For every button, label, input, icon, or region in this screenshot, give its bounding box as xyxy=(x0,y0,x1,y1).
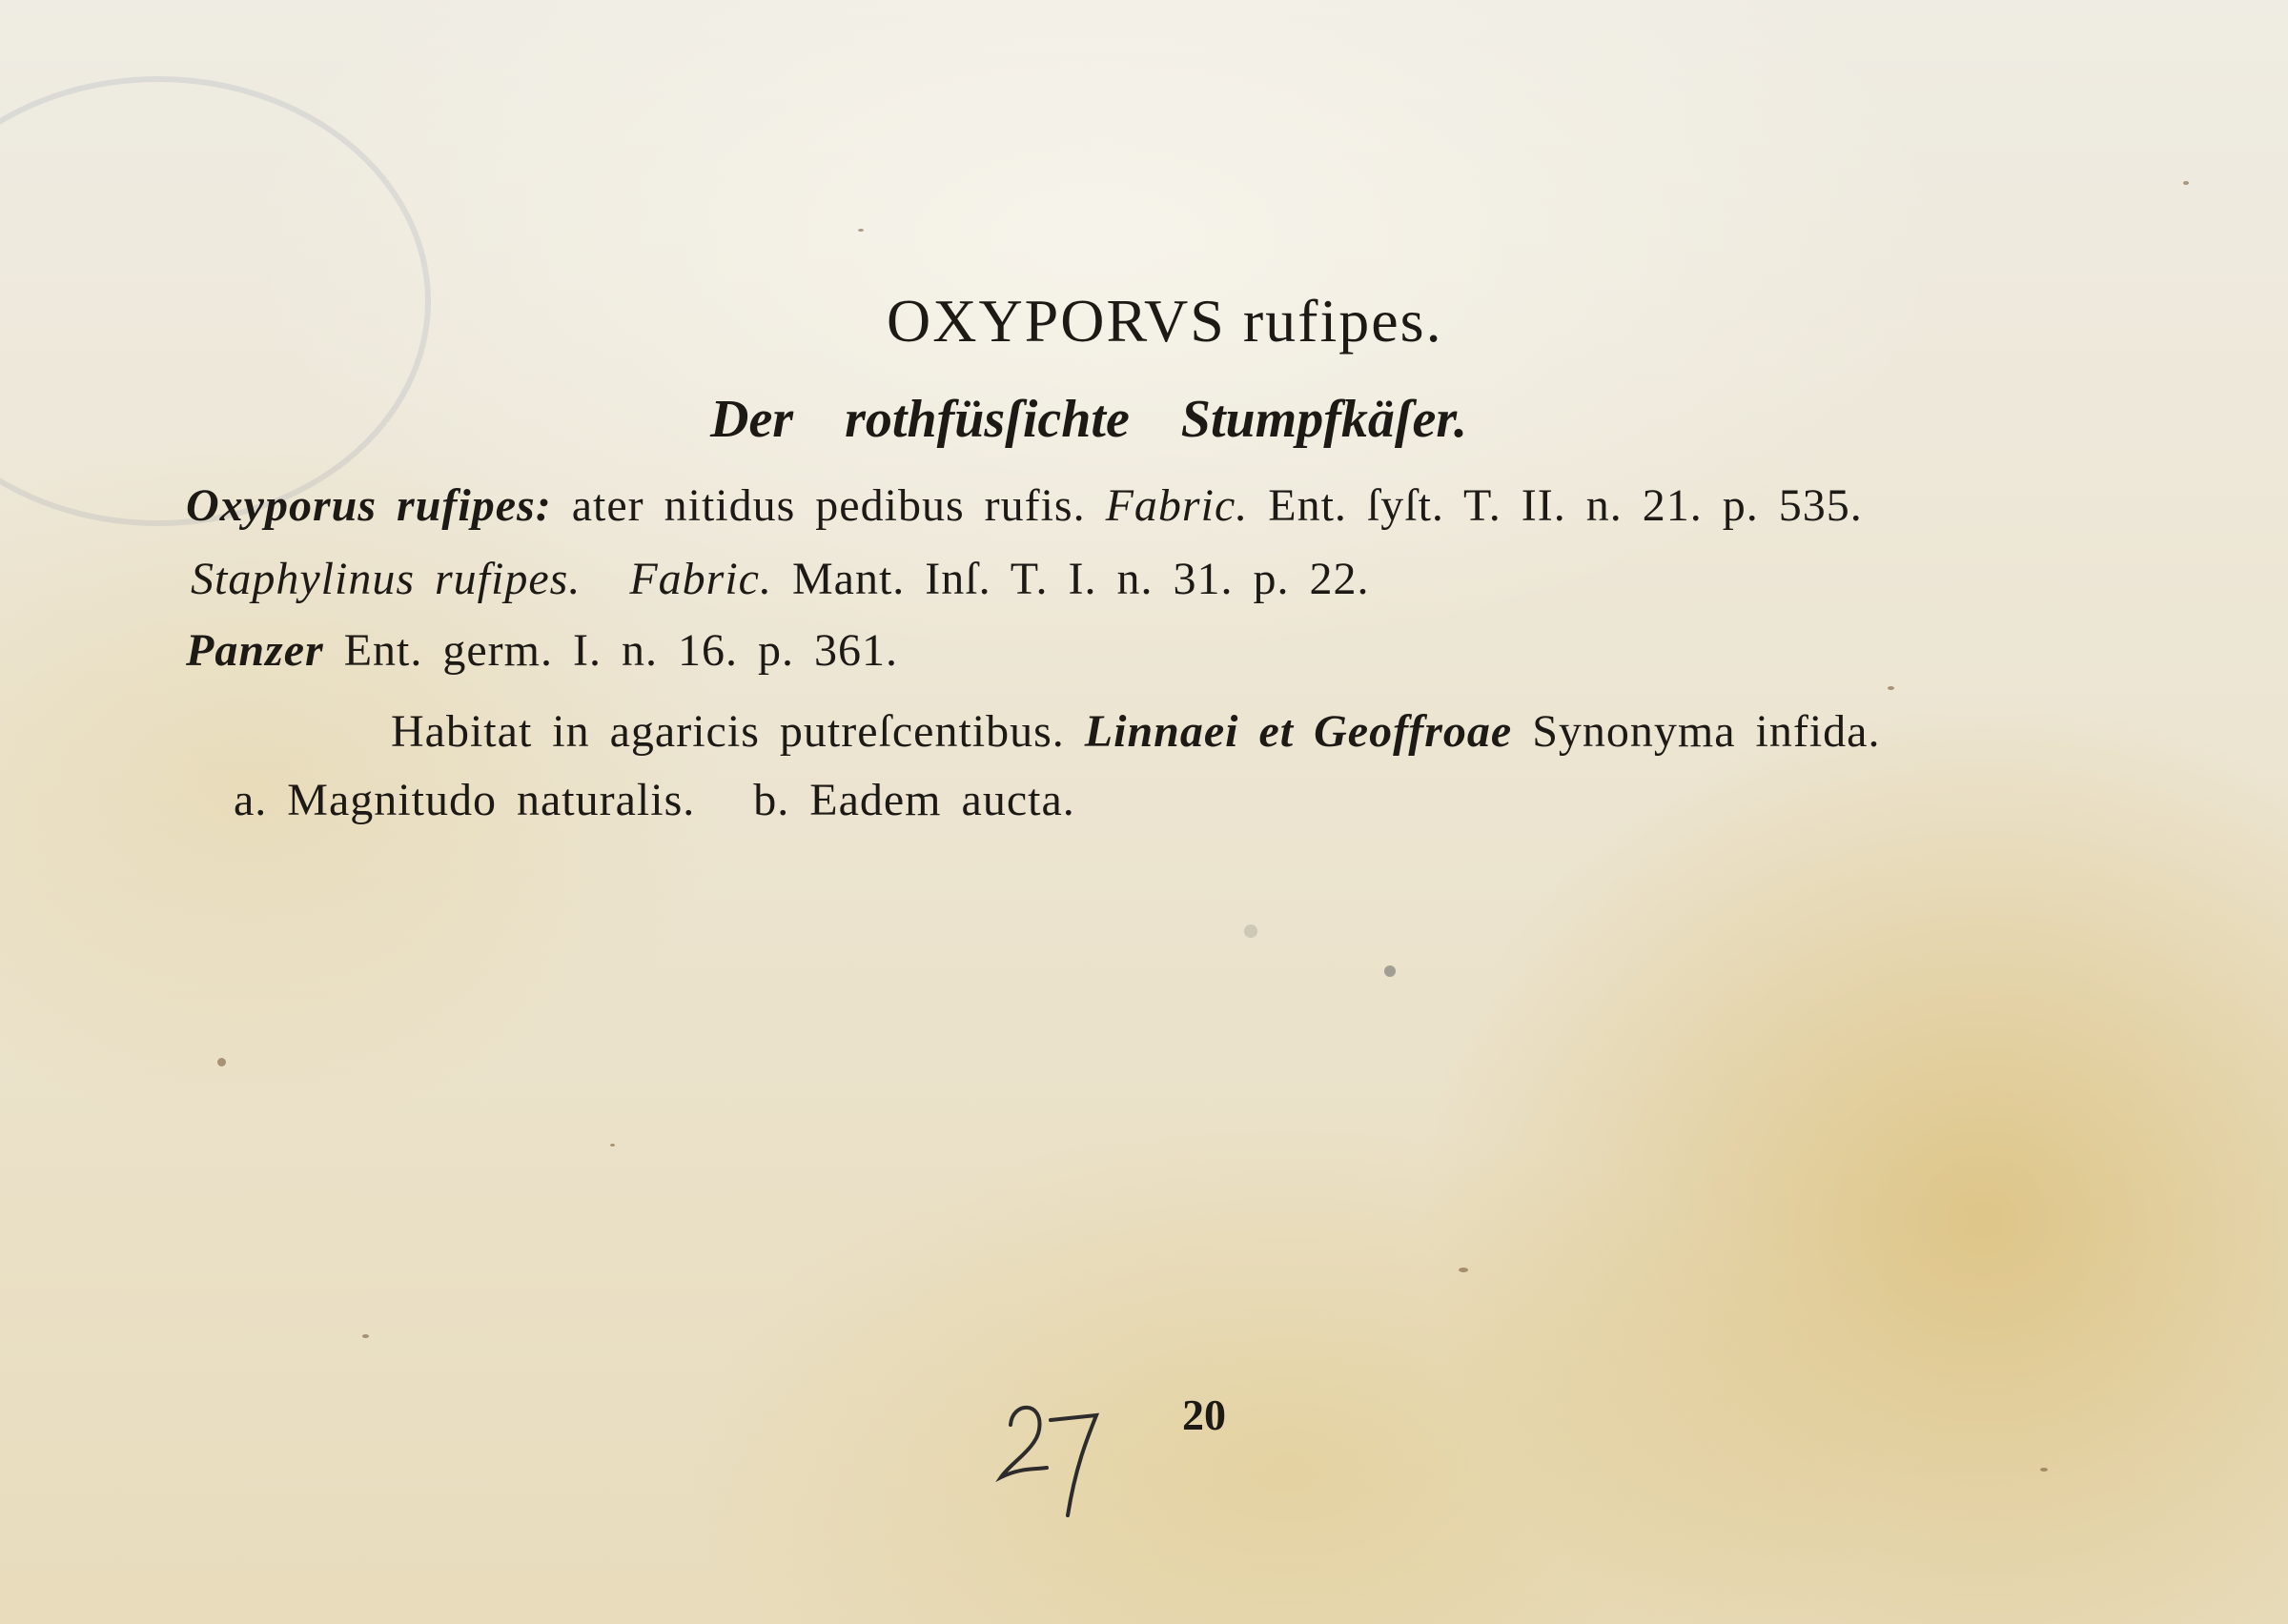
figure-b-caption: b. Eadem aucta. xyxy=(753,775,1075,825)
figure-legend xyxy=(234,774,1075,826)
habitat-line xyxy=(391,705,1880,758)
habitat-text: Habitat in agaricis putreſcentibus. xyxy=(391,706,1065,757)
reference: Mant. Inſ. T. I. n. 31. p. 22. xyxy=(791,554,1370,604)
paper-speck xyxy=(1384,965,1396,977)
paper-speck xyxy=(1459,1268,1468,1272)
species-title: OXYPORVS rufipes. xyxy=(887,287,1443,355)
figure-a-caption: a. Magnitudo naturalis. xyxy=(234,775,696,825)
paper-speck xyxy=(217,1058,226,1066)
synonym-note: Synonyma infida. xyxy=(1532,706,1881,757)
species-description: ater nitidus pedibus rufis. xyxy=(571,480,1086,531)
author-citation: Fabric. xyxy=(1105,480,1249,531)
author-citation: Linnaei et Geoffroae xyxy=(1084,706,1513,757)
page-number: 20 xyxy=(1182,1391,1226,1439)
synonym-line-3 xyxy=(186,624,898,677)
synonym-line-1 xyxy=(186,479,1863,532)
reference: Ent. germ. I. n. 16. p. 361. xyxy=(343,625,898,676)
paper-speck xyxy=(858,229,864,232)
handwritten-number xyxy=(991,1372,1106,1534)
paper-speck xyxy=(2183,181,2189,185)
species-common-name: Der rothfüsſichte Stumpfkäſer. xyxy=(710,390,1468,449)
species-name: Oxyporus rufipes: xyxy=(186,480,552,531)
synonym-line-2 xyxy=(191,553,1369,605)
reference: Ent. ſyſt. T. II. n. 21. p. 535. xyxy=(1268,480,1863,531)
paper-speck xyxy=(1888,686,1894,690)
author-citation: Fabric. xyxy=(629,554,772,604)
paper-speck xyxy=(2040,1468,2048,1472)
species-name: Staphylinus rufipes. xyxy=(191,554,582,604)
author-citation: Panzer xyxy=(186,625,324,676)
paper-speck xyxy=(362,1334,369,1338)
paper-speck xyxy=(1244,924,1257,938)
paper-speck xyxy=(610,1144,615,1147)
library-stamp xyxy=(0,76,431,526)
